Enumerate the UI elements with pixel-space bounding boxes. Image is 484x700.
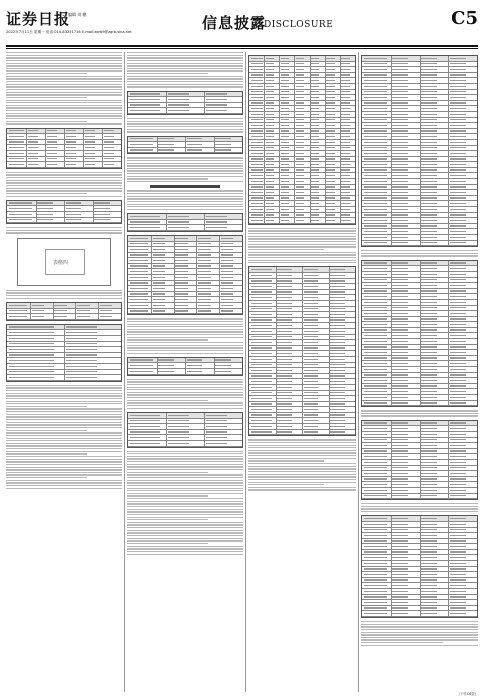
text-line [127, 554, 243, 555]
text-line [248, 241, 356, 242]
text-line [6, 230, 122, 231]
text-line [127, 70, 243, 71]
table-row [128, 441, 242, 447]
text-line [248, 445, 356, 446]
text-line [6, 445, 122, 446]
text-line [6, 438, 122, 439]
text-line [361, 415, 478, 416]
text-line [127, 469, 243, 470]
text-line [127, 331, 243, 332]
text-line [6, 180, 122, 181]
text-line [6, 448, 122, 449]
text-line [6, 110, 122, 111]
text-line [127, 466, 243, 467]
text-line [361, 410, 478, 411]
text-line [361, 626, 478, 627]
data-table [248, 266, 356, 436]
text-line [127, 204, 243, 205]
column-4 [361, 52, 478, 692]
text-line [127, 165, 243, 166]
text-line [361, 250, 478, 251]
data-table [127, 357, 243, 376]
text-line [6, 488, 122, 489]
text-line [6, 123, 122, 124]
text-line [6, 105, 122, 106]
text-line [127, 57, 243, 58]
text-line [6, 55, 122, 56]
text-line [248, 447, 356, 448]
text-line [361, 621, 478, 622]
text-line [127, 532, 243, 533]
text-line [127, 453, 243, 454]
data-table [6, 324, 122, 382]
text-line [248, 474, 356, 475]
text-line [127, 347, 243, 348]
text-line [127, 334, 243, 335]
text-line [127, 337, 243, 338]
text-line [127, 506, 243, 507]
text-line [127, 176, 243, 177]
text-line [248, 479, 356, 480]
table-row [128, 225, 242, 231]
text-line [127, 519, 208, 520]
text-line [127, 517, 243, 518]
text-line [6, 84, 122, 85]
text-line [248, 236, 356, 237]
text-line [6, 298, 122, 299]
table-row [128, 309, 242, 315]
text-line [127, 530, 243, 531]
text-line [248, 455, 356, 456]
text-line [248, 476, 356, 477]
section-title: 信息披露 [202, 14, 267, 32]
text-line [248, 260, 356, 261]
text-line [127, 324, 243, 325]
text-line [6, 97, 87, 98]
text-line [127, 86, 243, 87]
column-2 [127, 52, 243, 692]
header-rule [6, 45, 478, 47]
text-line [6, 295, 122, 296]
text-line [127, 55, 243, 56]
text-line [248, 254, 356, 255]
text-line [127, 170, 243, 171]
text-line [127, 129, 243, 130]
text-line [6, 177, 122, 178]
text-line [6, 427, 122, 428]
text-line [127, 464, 243, 465]
text-line [6, 73, 87, 74]
text-line [6, 92, 122, 93]
text-line [6, 422, 122, 423]
text-line [6, 188, 122, 189]
text-line [6, 387, 122, 388]
text-line [248, 233, 356, 234]
text-line [127, 495, 208, 496]
text-line [6, 86, 122, 87]
text-line [127, 345, 243, 346]
header-rule-thin [6, 48, 478, 49]
text-line [361, 629, 478, 630]
text-line [127, 509, 243, 510]
text-line [6, 461, 122, 462]
text-line [127, 543, 208, 544]
text-line [127, 84, 243, 85]
text-line [127, 540, 243, 541]
text-line [127, 458, 243, 459]
text-line [6, 419, 122, 420]
text-line [127, 461, 243, 462]
figure-label: 表格四 [52, 259, 68, 266]
text-line [127, 76, 243, 77]
text-line [127, 81, 243, 82]
text-line [127, 63, 243, 64]
text-line [6, 232, 122, 233]
block-heading [150, 185, 220, 188]
text-line [6, 416, 122, 417]
text-line [127, 485, 243, 486]
text-line [6, 60, 122, 61]
text-line [127, 522, 243, 523]
text-line [248, 252, 356, 253]
text-line [6, 227, 122, 228]
data-table [127, 235, 243, 315]
text-line [6, 395, 122, 396]
text-line [127, 168, 243, 169]
data-table [6, 128, 122, 169]
text-line [127, 342, 243, 343]
text-line [6, 190, 122, 191]
text-line [248, 257, 356, 258]
text-line [127, 551, 243, 552]
text-line [127, 488, 243, 489]
text-line [127, 78, 243, 79]
text-line [361, 624, 478, 625]
text-line [248, 460, 324, 461]
text-line [6, 451, 122, 452]
text-line [127, 456, 243, 457]
text-line [248, 482, 356, 483]
text-line [6, 65, 122, 66]
text-line [127, 405, 243, 406]
text-line [6, 52, 122, 53]
text-line [6, 414, 122, 415]
text-line [127, 514, 243, 515]
text-line [127, 196, 243, 197]
editor-credit: 编辑 刘 鹏 [68, 12, 87, 17]
text-line [127, 321, 243, 322]
text-line [127, 535, 243, 536]
text-line [127, 392, 243, 393]
text-line [361, 413, 478, 414]
text-line [127, 389, 243, 390]
text-line [127, 173, 243, 174]
text-line [6, 174, 122, 175]
text-line [361, 642, 443, 643]
text-line [127, 408, 243, 409]
data-table [127, 412, 243, 448]
text-line [127, 546, 243, 547]
text-line [6, 403, 122, 404]
text-line [127, 538, 243, 539]
data-table [6, 200, 122, 224]
text-line [6, 477, 87, 478]
text-line [6, 118, 122, 119]
text-line [6, 115, 122, 116]
table-row [7, 314, 121, 320]
text-line [248, 466, 356, 467]
text-line [361, 503, 478, 504]
newspaper-masthead: 证券日报 [6, 10, 71, 28]
text-line [127, 480, 243, 481]
text-line [6, 292, 122, 293]
text-line [361, 634, 478, 635]
figure-placeholder [17, 238, 112, 286]
column-1 [6, 52, 122, 692]
section-title-en: DISCLOSURE [264, 20, 334, 30]
text-line [127, 52, 243, 53]
text-line [248, 489, 356, 490]
text-line [6, 76, 122, 77]
text-line [6, 81, 122, 82]
text-line [127, 490, 243, 491]
text-line [127, 209, 243, 210]
column-divider [358, 52, 359, 692]
text-line [6, 290, 122, 291]
text-line [248, 246, 356, 247]
text-line [248, 458, 356, 459]
text-line [6, 467, 122, 468]
text-line [6, 440, 122, 441]
text-line [6, 474, 122, 475]
text-line [361, 645, 478, 646]
text-line [6, 63, 122, 64]
text-line [127, 178, 208, 179]
text-line [127, 326, 243, 327]
text-line [6, 456, 122, 457]
column-3 [248, 52, 356, 692]
text-line [127, 201, 243, 202]
text-line [127, 329, 243, 330]
data-table [361, 55, 478, 247]
text-line [127, 503, 243, 504]
page-number: C5 [451, 8, 478, 29]
text-line [127, 190, 243, 191]
text-line [6, 406, 87, 407]
text-line [127, 501, 243, 502]
data-table [127, 91, 243, 115]
text-line [248, 230, 356, 231]
text-line [361, 508, 478, 509]
continued-note: (下转C6版) [458, 692, 476, 696]
text-line [127, 527, 243, 528]
text-line [361, 253, 478, 254]
text-line [6, 482, 122, 483]
text-line [6, 196, 122, 197]
column-divider [124, 52, 125, 692]
table-row [128, 108, 242, 114]
data-table [361, 515, 478, 618]
text-line [127, 451, 243, 452]
text-line [248, 249, 324, 250]
text-line [248, 244, 356, 245]
text-line [6, 424, 122, 425]
text-line [361, 637, 478, 638]
data-table [127, 213, 243, 232]
text-line [248, 450, 356, 451]
text-line [361, 255, 478, 256]
text-line [127, 68, 243, 69]
text-line [6, 78, 122, 79]
text-line [361, 506, 478, 507]
text-line [127, 339, 208, 340]
data-table [361, 420, 478, 500]
text-line [6, 472, 122, 473]
text-line [127, 472, 208, 473]
text-line [248, 442, 356, 443]
text-line [127, 394, 243, 395]
text-line [127, 511, 243, 512]
text-line [248, 262, 356, 263]
text-line [127, 160, 243, 161]
text-line [127, 384, 243, 385]
text-line [127, 353, 243, 354]
text-line [248, 228, 356, 229]
text-line [127, 493, 243, 494]
text-line [6, 432, 122, 433]
text-line [248, 484, 324, 485]
text-line [6, 401, 122, 402]
text-line [127, 400, 208, 401]
text-line [6, 107, 122, 108]
text-line [127, 548, 243, 549]
text-line [6, 469, 122, 470]
text-line [127, 318, 243, 319]
text-line [6, 172, 122, 173]
text-line [6, 385, 122, 386]
text-line [127, 198, 243, 199]
text-line [127, 121, 243, 122]
text-line [6, 94, 122, 95]
text-line [127, 163, 243, 164]
text-line [6, 182, 122, 183]
text-line [6, 57, 122, 58]
text-line [127, 387, 243, 388]
text-line [6, 102, 122, 103]
text-line [127, 482, 243, 483]
text-line [127, 131, 243, 132]
text-line [6, 100, 122, 101]
text-line [127, 181, 243, 182]
text-line [127, 379, 243, 380]
text-line [6, 408, 122, 409]
text-line [127, 60, 243, 61]
text-line [6, 121, 87, 122]
text-line [127, 381, 243, 382]
text-line [6, 459, 122, 460]
text-line [361, 511, 478, 512]
text-line [127, 402, 243, 403]
page-header [6, 8, 478, 44]
data-table [127, 136, 243, 155]
text-line [248, 238, 356, 239]
text-line [6, 464, 122, 465]
text-line [6, 443, 122, 444]
text-line [248, 471, 356, 472]
text-line [6, 480, 122, 481]
text-line [6, 453, 87, 454]
text-line [127, 73, 208, 74]
text-line [248, 463, 356, 464]
text-line [127, 206, 243, 207]
text-line [248, 452, 356, 453]
text-line [127, 123, 243, 124]
text-line [127, 126, 243, 127]
text-line [248, 487, 356, 488]
text-line [6, 398, 122, 399]
text-line [6, 435, 122, 436]
text-line [6, 68, 122, 69]
text-line [6, 185, 122, 186]
text-line [6, 411, 122, 412]
text-line [127, 474, 243, 475]
text-line [6, 430, 87, 431]
text-line [127, 350, 243, 351]
text-line [127, 524, 243, 525]
text-line [127, 397, 243, 398]
text-line [127, 193, 243, 194]
dateline: 2022年7月11日 星期一 电话:010-83251716 E-mail:zqrb9@zqrb.sina.net [6, 30, 132, 34]
text-line [127, 118, 243, 119]
text-line [361, 632, 478, 633]
text-line [6, 390, 122, 391]
text-line [248, 439, 356, 440]
data-table [6, 302, 122, 321]
text-line [6, 70, 122, 71]
text-line [6, 485, 122, 486]
data-table [361, 260, 478, 407]
text-line [361, 639, 478, 640]
data-table [248, 55, 356, 225]
text-line [6, 113, 122, 114]
text-line [127, 157, 243, 158]
text-line [6, 393, 122, 394]
column-divider [245, 52, 246, 692]
text-line [6, 193, 87, 194]
text-line [127, 477, 243, 478]
article-body [6, 52, 478, 692]
text-line [6, 89, 122, 90]
text-line [248, 468, 356, 469]
text-line [127, 65, 243, 66]
text-line [127, 498, 243, 499]
